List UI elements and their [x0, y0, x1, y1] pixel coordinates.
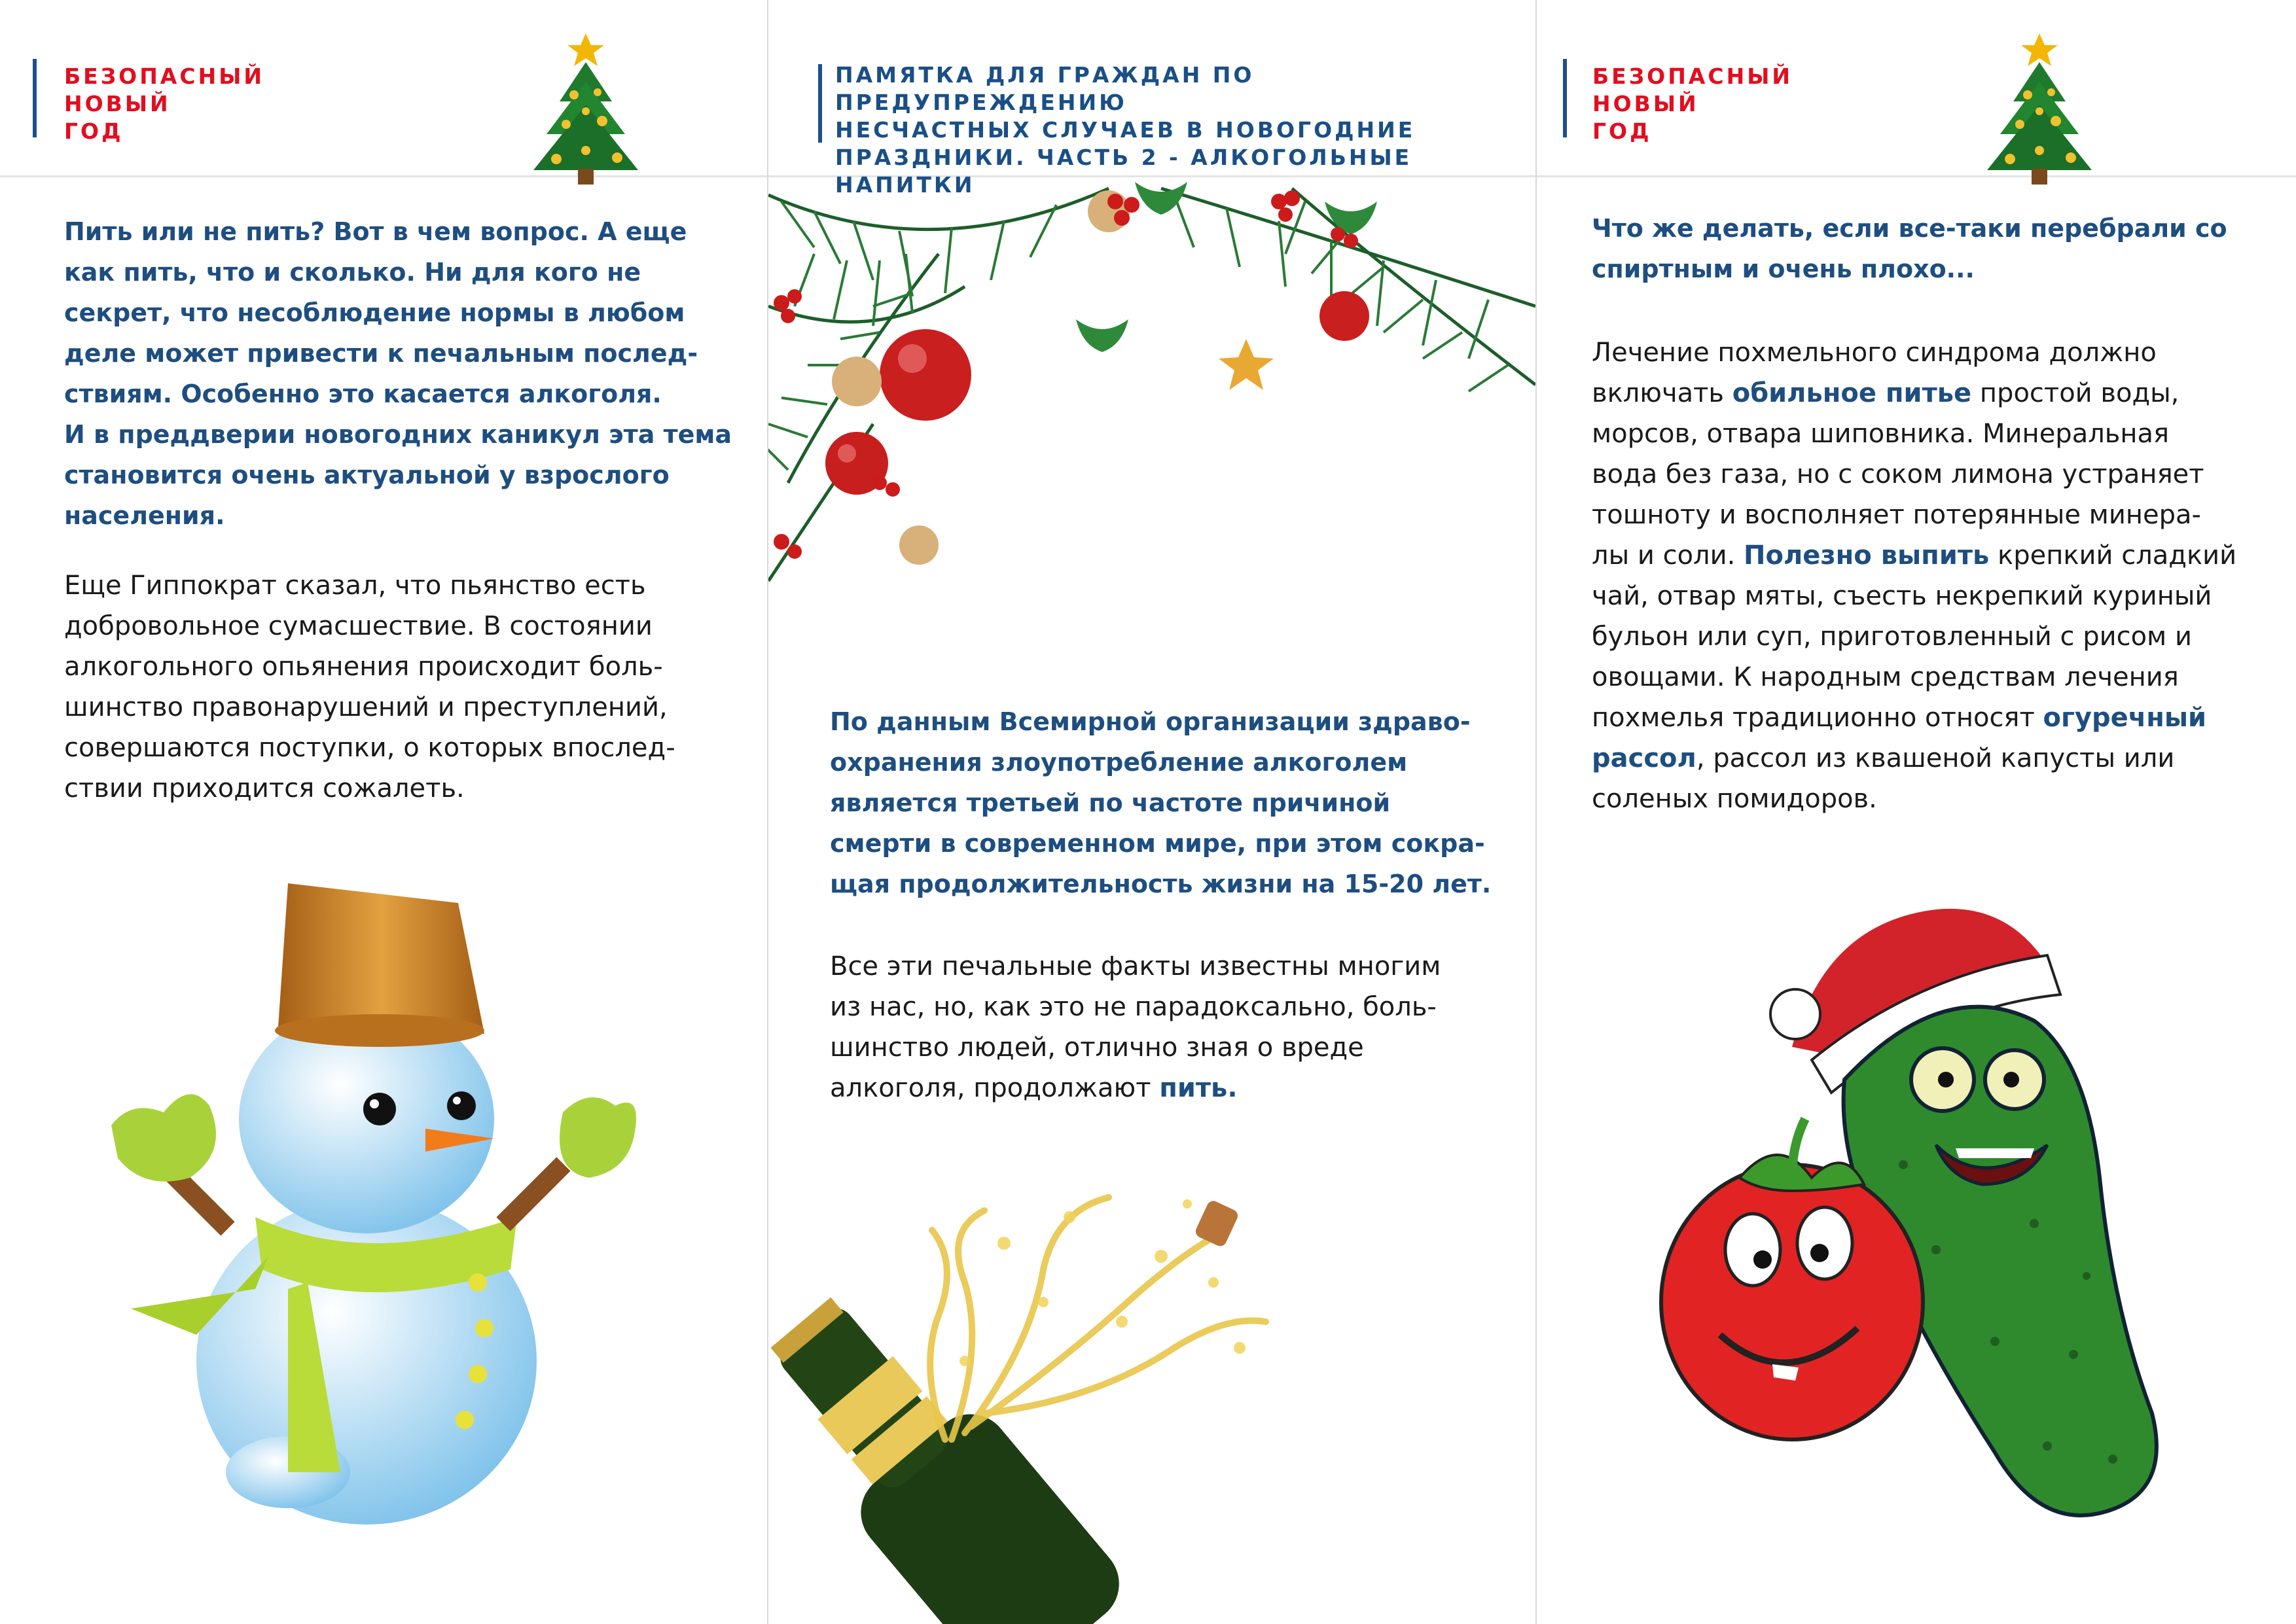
title-line: ПРАЗДНИКИ. ЧАСТЬ 2 - АЛКОГОЛЬНЫЕ НАПИТКИ	[835, 145, 1412, 198]
text-line: И в преддверии новогодних каникул эта тема	[64, 420, 732, 449]
left-panel	[0, 0, 767, 1624]
panel-header	[0, 0, 767, 177]
accent-bar	[818, 64, 822, 143]
highlight-text: рассол	[1592, 743, 1696, 773]
text-fragment: включать	[1592, 378, 1732, 408]
text-line: чай, отвар мяты, съесть некрепкий куриный	[1592, 581, 2212, 611]
text-line	[830, 1068, 1524, 1108]
brand-line: БЕЗОПАСНЫЙ	[64, 63, 264, 89]
text-line: соленых помидоров.	[1592, 784, 1877, 814]
brand-line: ГОД	[1592, 118, 1652, 144]
text-line: бульон или суп, приготовленный с рисом и	[1592, 622, 2192, 652]
text-fragment: похмелья традиционно относят	[1592, 703, 2043, 733]
text-line: алкогольного опьянения происходит боль-	[64, 652, 663, 682]
text-line: Лечение похмельного синдрома должно	[1592, 338, 2157, 368]
text-line	[1592, 535, 2286, 576]
accent-bar	[33, 59, 37, 137]
text-line: населения.	[64, 501, 225, 530]
brand-title	[64, 63, 264, 145]
who-statistic-text	[830, 701, 1524, 904]
snowman-illustration	[92, 864, 681, 1551]
christmas-tree-icon	[1974, 29, 2105, 200]
text-line: секрет, что несоблюдение нормы в любом	[64, 298, 685, 327]
text-line: ствии приходится сожалеть.	[64, 773, 465, 803]
text-line: деле может привести к печальным послед-	[64, 339, 698, 368]
middle-panel	[768, 0, 1535, 1624]
brand-line: НОВЫЙ	[1592, 91, 1699, 116]
text-line: становится очень актуальной у взрослого	[64, 461, 670, 489]
christmas-tree-icon	[520, 29, 651, 200]
text-line: спиртным и очень плохо...	[1592, 255, 1975, 283]
text-line: шинство правонарушений и преступлений,	[64, 692, 668, 722]
champagne-bottle-illustration	[768, 1152, 1423, 1623]
panel-header	[1537, 0, 2296, 177]
highlight-text: пить.	[1159, 1073, 1238, 1103]
text-fragment: лы и соли.	[1592, 540, 1744, 571]
body-text	[64, 565, 751, 809]
text-line: вода без газа, но с соком лимона устраняет	[1592, 459, 2204, 489]
text-line: является третьей по частоте причиной	[830, 788, 1391, 817]
text-line: тошноту и восполняет потерянные минера-	[1592, 500, 2201, 530]
text-line: как пить, что и сколько. Ни для кого не	[64, 258, 641, 287]
text-line: По данным Всемирной организации здраво-	[830, 707, 1471, 736]
text-line: шинство людей, отлично зная о вреде	[830, 1033, 1364, 1063]
text-line: Что же делать, если все-таки перебрали со	[1592, 214, 2227, 243]
right-panel	[1537, 0, 2296, 1624]
text-fragment: крепкий сладкий	[1989, 540, 2237, 571]
text-line	[1592, 697, 2286, 738]
text-line: Все эти печальные факты известны многим	[830, 951, 1441, 981]
text-fragment: простой воды,	[1971, 378, 2179, 408]
accent-bar	[1563, 59, 1567, 137]
intro-text	[64, 211, 751, 536]
text-line: Еще Гиппократ сказал, что пьянство есть	[64, 571, 646, 601]
text-line: Пить или не пить? Вот в чем вопрос. А еще	[64, 217, 687, 246]
highlight-text: Полезно выпить	[1744, 540, 1990, 571]
brand-title	[1592, 63, 1793, 145]
text-line: добровольное сумасшествие. В состоянии	[64, 611, 653, 641]
text-fragment: алкоголя, продолжают	[830, 1073, 1160, 1103]
fir-branches-illustration	[768, 175, 1535, 692]
text-line: смерти в современном мире, при этом сокра-	[830, 829, 1485, 858]
text-line: морсов, отвара шиповника. Минеральная	[1592, 419, 2170, 449]
text-line: ствиям. Особенно это касается алкоголя.	[64, 380, 662, 408]
text-line: овощами. К народным средствам лечения	[1592, 662, 2179, 692]
title-line: ПАМЯТКА ДЛЯ ГРАЖДАН ПО ПРЕДУПРЕЖДЕНИЮ	[835, 62, 1255, 115]
text-line	[1592, 373, 2286, 414]
text-line: щая продолжительность жизни на 15-20 лет.	[830, 870, 1492, 898]
text-line	[1592, 738, 2286, 779]
panel-header	[768, 0, 1535, 198]
text-line: совершаются поступки, о которых впослед-	[64, 733, 675, 763]
brand-line: ГОД	[64, 118, 124, 144]
question-text	[1592, 208, 2286, 289]
treatment-text	[1592, 332, 2286, 819]
brand-line: НОВЫЙ	[64, 91, 171, 116]
brand-line: БЕЗОПАСНЫЙ	[1592, 63, 1793, 89]
body-text	[830, 946, 1524, 1108]
highlight-text: огуречный	[2043, 703, 2207, 733]
text-line: из нас, но, как это не парадоксально, боль-	[830, 992, 1437, 1022]
text-fragment: , рассол из квашеной капусты или	[1696, 743, 2175, 773]
title-line: НЕСЧАСТНЫХ СЛУЧАЕВ В НОВОГОДНИЕ	[835, 117, 1416, 143]
highlight-text: обильное питье	[1732, 378, 1972, 408]
cucumber-tomato-illustration	[1628, 883, 2217, 1538]
text-line: охранения злоупотребление алкоголем	[830, 748, 1408, 777]
